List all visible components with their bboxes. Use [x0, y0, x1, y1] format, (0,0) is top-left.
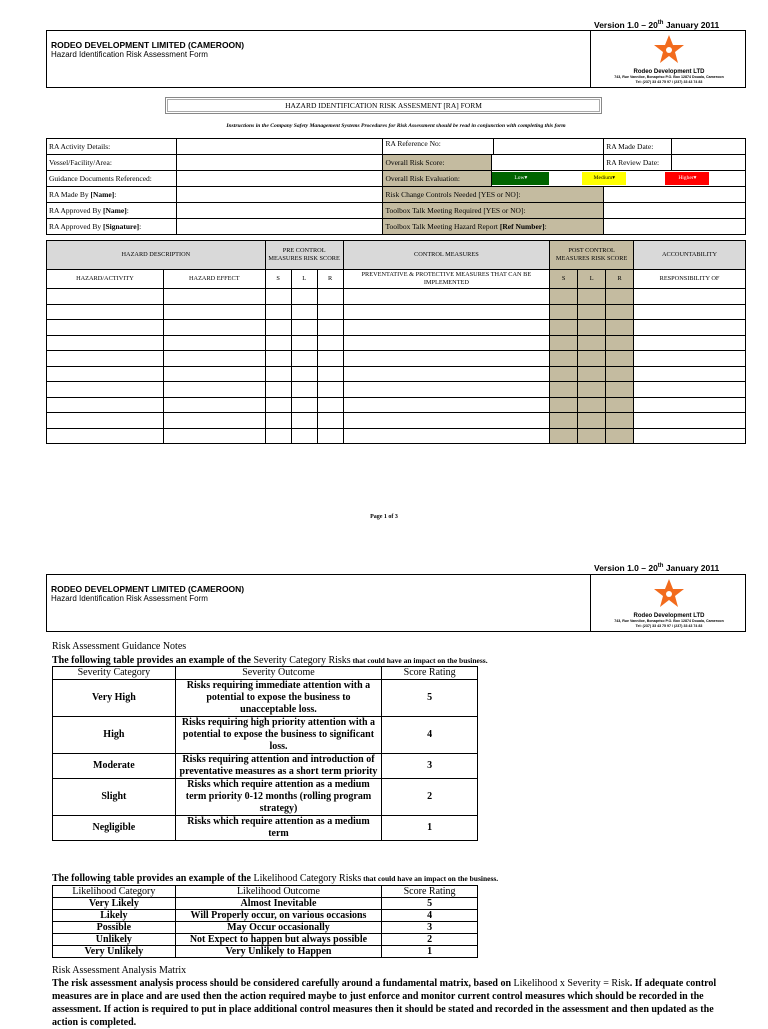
likelihood-row [53, 946, 478, 958]
hazard-cell[interactable] [578, 304, 606, 320]
likelihood-category: Possible [53, 922, 176, 934]
hazard-cell[interactable] [317, 351, 343, 367]
ra-details-table [46, 138, 746, 235]
hazard-cell[interactable] [317, 289, 343, 305]
hazard-cell[interactable] [343, 413, 550, 429]
hazard-cell[interactable] [163, 335, 265, 351]
hazard-cell[interactable] [47, 304, 164, 320]
severity-row [53, 717, 478, 754]
change-controls-label: Risk Change Controls Needed [YES or NO]: [383, 187, 604, 203]
hazard-cell[interactable] [291, 428, 317, 444]
hazard-cell[interactable] [291, 413, 317, 429]
hazard-cell[interactable] [47, 289, 164, 305]
hazard-cell[interactable] [578, 413, 606, 429]
hazard-cell[interactable] [291, 397, 317, 413]
hazard-cell[interactable] [265, 413, 291, 429]
hazard-cell[interactable] [163, 351, 265, 367]
hazard-cell[interactable] [606, 351, 634, 367]
hazard-cell[interactable] [291, 366, 317, 382]
hazard-cell[interactable] [634, 351, 746, 367]
severity-category: Moderate [53, 754, 176, 779]
company-logo [593, 575, 745, 631]
severity-score: 4 [382, 717, 478, 754]
severity-row [53, 754, 478, 779]
likelihood-category: Very Likely [53, 898, 176, 910]
evaluation-selector [492, 171, 746, 187]
hazard-cell[interactable] [578, 366, 606, 382]
eval-medium-dropdown[interactable]: Medium▾ [582, 172, 626, 185]
hazard-cell[interactable] [343, 320, 550, 336]
form-name: Hazard Identification Risk Assessment Form [51, 594, 208, 603]
hazard-cell[interactable] [578, 428, 606, 444]
form-name: Hazard Identification Risk Assessment Form [51, 50, 208, 59]
likelihood-row [53, 910, 478, 922]
hazard-cell[interactable] [634, 428, 746, 444]
hazard-cell[interactable] [317, 428, 343, 444]
vessel-field[interactable] [176, 155, 383, 171]
likelihood-row [53, 934, 478, 946]
hazard-cell[interactable] [343, 289, 550, 305]
form-title-box [165, 97, 602, 114]
hazard-cell[interactable] [634, 289, 746, 305]
severity-row [53, 779, 478, 816]
likelihood-intro: The following table provides an example of the Likelihood Category Risks that could have an impact on the business. [52, 873, 499, 884]
severity-outcome: Risks which require attention as a medium term priority 0-12 months (rolling program strategy) [175, 779, 381, 816]
activity-label: RA Activity Details: [47, 139, 177, 155]
severity-category: Negligible [53, 816, 176, 841]
hazard-cell[interactable] [291, 351, 317, 367]
likelihood-outcome: Will Properly occur, on various occasions [175, 910, 381, 922]
review-date-field[interactable] [672, 155, 746, 171]
control-measures-header: CONTROL MEASURES [343, 241, 550, 270]
hazard-table [46, 240, 746, 444]
overall-score-field[interactable] [492, 155, 604, 171]
hazard-cell[interactable] [606, 413, 634, 429]
dropdown-arrow-icon: ▾ [524, 175, 528, 181]
likelihood-outcome: Almost Inevitable [175, 898, 381, 910]
severity-score: 5 [382, 680, 478, 717]
hazard-cell[interactable] [163, 304, 265, 320]
matrix-paragraph: The risk assessment analysis process should be considered carefully around a fundamental matrix, based on Likelihood x Severity = Risk. If adequate control measures are in place and are used then the action required maybe to just enforce and monitor current control measures which should be recorded in the assessment. If action is required to put in place additional control measures then it should be stated and recorded in the assessment and then updated as the action is completed. [52, 978, 717, 1028]
hazard-cell[interactable] [265, 351, 291, 367]
overall-score-label: Overall Risk Score: [383, 155, 492, 171]
hazard-cell[interactable] [317, 366, 343, 382]
likelihood-outcome: Very Unlikely to Happen [175, 946, 381, 958]
guidance-heading: Risk Assessment Guidance Notes [52, 641, 187, 652]
severity-category: Very High [53, 680, 176, 717]
dropdown-arrow-icon: ▾ [693, 175, 697, 181]
severity-outcome: Risks requiring immediate attention with a potential to expose the business to unacceptable loss. [175, 680, 381, 717]
hazard-cell[interactable] [343, 335, 550, 351]
hazard-cell[interactable] [578, 289, 606, 305]
severity-score: 3 [382, 754, 478, 779]
hazard-effect-header: HAZARD EFFECT [163, 270, 265, 289]
severity-score: 1 [382, 816, 478, 841]
hazard-row [47, 351, 746, 367]
hazard-cell[interactable] [343, 428, 550, 444]
hazard-cell[interactable] [578, 351, 606, 367]
hazard-cell[interactable] [550, 382, 578, 398]
likelihood-score: 4 [382, 910, 478, 922]
matrix-heading: Risk Assessment Analysis Matrix [52, 965, 187, 976]
likelihood-score-header: Score Rating [382, 886, 478, 898]
hazard-cell[interactable] [634, 335, 746, 351]
hazard-cell[interactable] [606, 304, 634, 320]
likelihood-outcome: Not Expect to happen but always possible [175, 934, 381, 946]
reference-field[interactable] [494, 139, 603, 154]
hazard-cell[interactable] [47, 320, 164, 336]
hazard-cell[interactable] [317, 304, 343, 320]
severity-category: Slight [53, 779, 176, 816]
hazard-row [47, 397, 746, 413]
likelihood-score: 5 [382, 898, 478, 910]
hazard-cell[interactable] [550, 397, 578, 413]
hazard-cell[interactable] [550, 366, 578, 382]
hazard-cell[interactable] [550, 335, 578, 351]
hazard-cell[interactable] [550, 413, 578, 429]
hazard-cell[interactable] [265, 428, 291, 444]
hazard-cell[interactable] [550, 289, 578, 305]
hazard-cell[interactable] [47, 428, 164, 444]
instructions-text: Instructions in the Company Safety Management Systems Procedures for Risk Assessment should be read in conjunction with completing this form [226, 123, 566, 129]
hazard-cell[interactable] [317, 397, 343, 413]
post-s-header: S [550, 270, 578, 289]
hazard-cell[interactable] [47, 382, 164, 398]
made-by-label: RA Made By [Name]: [47, 187, 177, 203]
hazard-cell[interactable] [163, 413, 265, 429]
hazard-cell[interactable] [47, 335, 164, 351]
hazard-cell[interactable] [343, 351, 550, 367]
post-l-header: L [578, 270, 606, 289]
pre-l-header: L [291, 270, 317, 289]
hazard-cell[interactable] [550, 351, 578, 367]
hazard-cell[interactable] [343, 304, 550, 320]
hazard-cell[interactable] [606, 382, 634, 398]
approved-signature-field[interactable] [176, 219, 383, 235]
severity-category-header: Severity Category [53, 667, 176, 680]
logo-phone: Tel: (237) 33 43 75 97 / (237) 33 43 74 83 [635, 79, 703, 84]
hazard-row [47, 382, 746, 398]
severity-outcome: Risks requiring high priority attention with a potential to expose the business to significant loss. [175, 717, 381, 754]
made-date-field[interactable] [672, 139, 746, 155]
hazard-cell[interactable] [578, 382, 606, 398]
guidance-field[interactable] [176, 171, 383, 187]
hazard-cell[interactable] [343, 382, 550, 398]
hazard-cell[interactable] [265, 382, 291, 398]
overall-eval-label: Overall Risk Evaluation: [383, 171, 492, 187]
hazard-cell[interactable] [47, 413, 164, 429]
hazard-cell[interactable] [550, 304, 578, 320]
company-logo [593, 31, 745, 87]
likelihood-outcome: May Occur occasionally [175, 922, 381, 934]
hazard-cell[interactable] [634, 397, 746, 413]
document-header [46, 574, 746, 632]
toolbox-report-label: Toolbox Talk Meeting Hazard Report [Ref Number]: [383, 219, 604, 235]
hazard-cell[interactable] [578, 335, 606, 351]
dropdown-arrow-icon: ▾ [612, 175, 616, 181]
version-label: Version 1.0 – 20th January 2011 [594, 20, 720, 30]
hazard-cell[interactable] [317, 335, 343, 351]
document-header [46, 30, 746, 88]
hazard-cell[interactable] [317, 413, 343, 429]
pre-s-header: S [265, 270, 291, 289]
hazard-cell[interactable] [265, 366, 291, 382]
review-date-label: RA Review Date: [604, 155, 672, 171]
logo-brand: Rodeo Development LTD [633, 69, 705, 75]
hazard-cell[interactable] [265, 397, 291, 413]
pre-control-header: PRE CONTROL MEASURES RISK SCORE [265, 241, 343, 270]
hazard-cell[interactable] [291, 304, 317, 320]
post-r-header: R [606, 270, 634, 289]
hazard-cell[interactable] [634, 382, 746, 398]
likelihood-table [52, 885, 478, 958]
severity-outcome-header: Severity Outcome [175, 667, 381, 680]
hazard-row [47, 413, 746, 429]
severity-score-header: Score Rating [382, 667, 478, 680]
approved-name-field[interactable] [176, 203, 383, 219]
change-controls-field[interactable] [604, 187, 746, 203]
hazard-cell[interactable] [317, 320, 343, 336]
company-name: RODEO DEVELOPMENT LIMITED (CAMEROON) [51, 584, 245, 594]
hazard-cell[interactable] [578, 320, 606, 336]
hazard-cell[interactable] [606, 335, 634, 351]
approved-signature-label: RA Approved By [Signature]: [47, 219, 177, 235]
severity-row [53, 816, 478, 841]
reference-label: RA Reference No: [383, 139, 494, 154]
hazard-cell[interactable] [291, 320, 317, 336]
star-logo-icon [652, 578, 686, 608]
toolbox-required-label: Toolbox Talk Meeting Required [YES or NO]: [383, 203, 604, 219]
likelihood-score: 3 [382, 922, 478, 934]
logo-address: 743, Rue Vanniloe, Bonapriso P.O. Box 12874 Douala, Cameroon [614, 619, 724, 623]
star-logo-icon [652, 34, 686, 64]
hazard-cell[interactable] [606, 397, 634, 413]
logo-phone: Tel: (237) 33 43 75 97 / (237) 33 43 74 83 [635, 623, 703, 628]
hazard-cell[interactable] [343, 397, 550, 413]
pre-r-header: R [317, 270, 343, 289]
hazard-cell[interactable] [291, 335, 317, 351]
responsibility-header: RESPONSIBILITY OF [634, 270, 746, 289]
toolbox-report-field[interactable] [604, 219, 746, 235]
hazard-cell[interactable] [265, 320, 291, 336]
hazard-cell[interactable] [163, 428, 265, 444]
form-title: HAZARD IDENTIFICATION RISK ASSESMENT [RA] FORM [167, 99, 600, 112]
likelihood-row [53, 898, 478, 910]
hazard-row [47, 335, 746, 351]
approved-name-label: RA Approved By [Name]: [47, 203, 177, 219]
hazard-cell[interactable] [578, 397, 606, 413]
severity-row [53, 680, 478, 717]
likelihood-category-header: Likelihood Category [53, 886, 176, 898]
severity-outcome: Risks which require attention as a medium term [175, 816, 381, 841]
activity-field[interactable] [176, 139, 383, 155]
severity-category: High [53, 717, 176, 754]
hazard-cell[interactable] [163, 366, 265, 382]
severity-table [52, 666, 478, 841]
hazard-cell[interactable] [343, 366, 550, 382]
preventative-header: PREVENTATIVE & PROTECTIVE MEASURES THAT CAN BE IMPLEMENTED [343, 270, 550, 289]
hazard-cell[interactable] [163, 397, 265, 413]
hazard-cell[interactable] [291, 289, 317, 305]
hazard-cell[interactable] [634, 320, 746, 336]
hazard-cell[interactable] [47, 351, 164, 367]
post-control-header: POST CONTROL MEASURES RISK SCORE [550, 241, 634, 270]
hazard-cell[interactable] [550, 428, 578, 444]
eval-high-dropdown[interactable]: Higher▾ [665, 172, 709, 185]
hazard-cell[interactable] [634, 413, 746, 429]
hazard-cell[interactable] [606, 320, 634, 336]
hazard-cell[interactable] [47, 366, 164, 382]
hazard-cell[interactable] [550, 320, 578, 336]
made-date-label: RA Made Date: [604, 139, 672, 155]
made-by-field[interactable] [176, 187, 383, 203]
hazard-cell[interactable] [265, 289, 291, 305]
logo-address: 743, Rue Vanniloe, Bonapriso P.O. Box 12874 Douala, Cameroon [614, 75, 724, 79]
hazard-row [47, 428, 746, 444]
hazard-cell[interactable] [634, 304, 746, 320]
severity-outcome: Risks requiring attention and introduction of preventative measures as a short term priority [175, 754, 381, 779]
hazard-row [47, 289, 746, 305]
hazard-cell[interactable] [163, 320, 265, 336]
hazard-cell[interactable] [317, 382, 343, 398]
hazard-cell[interactable] [606, 366, 634, 382]
likelihood-category: Likely [53, 910, 176, 922]
vessel-label: Vessel/Facility/Area: [47, 155, 177, 171]
hazard-cell[interactable] [291, 382, 317, 398]
toolbox-required-field[interactable] [604, 203, 746, 219]
version-label: Version 1.0 – 20th January 2011 [594, 563, 720, 573]
hazard-cell[interactable] [47, 397, 164, 413]
hazard-cell[interactable] [606, 428, 634, 444]
guidance-label: Guidance Documents Referenced: [47, 171, 177, 187]
hazard-cell[interactable] [606, 289, 634, 305]
hazard-cell[interactable] [163, 289, 265, 305]
likelihood-row [53, 922, 478, 934]
severity-intro: The following table provides an example of the Severity Category Risks that could have an impact on the business. [52, 655, 488, 666]
likelihood-category: Unlikely [53, 934, 176, 946]
hazard-activity-header: HAZARD/ACTIVITY [47, 270, 164, 289]
page-number: Page 1 of 3 [370, 514, 398, 520]
likelihood-score: 2 [382, 934, 478, 946]
severity-score: 2 [382, 779, 478, 816]
hazard-row [47, 320, 746, 336]
hazard-row [47, 304, 746, 320]
hazard-cell[interactable] [163, 382, 265, 398]
hazard-cell[interactable] [265, 335, 291, 351]
likelihood-outcome-header: Likelihood Outcome [175, 886, 381, 898]
logo-brand: Rodeo Development LTD [633, 613, 705, 619]
likelihood-category: Very Unlikely [53, 946, 176, 958]
hazard-cell[interactable] [265, 304, 291, 320]
hazard-row [47, 366, 746, 382]
company-name: RODEO DEVELOPMENT LIMITED (CAMEROON) [51, 40, 245, 50]
eval-low-dropdown[interactable]: Low▾ [492, 172, 549, 185]
hazard-description-header: HAZARD DESCRIPTION [47, 241, 266, 270]
accountability-header: ACCOUNTABILITY [634, 241, 746, 270]
hazard-cell[interactable] [634, 366, 746, 382]
likelihood-score: 1 [382, 946, 478, 958]
